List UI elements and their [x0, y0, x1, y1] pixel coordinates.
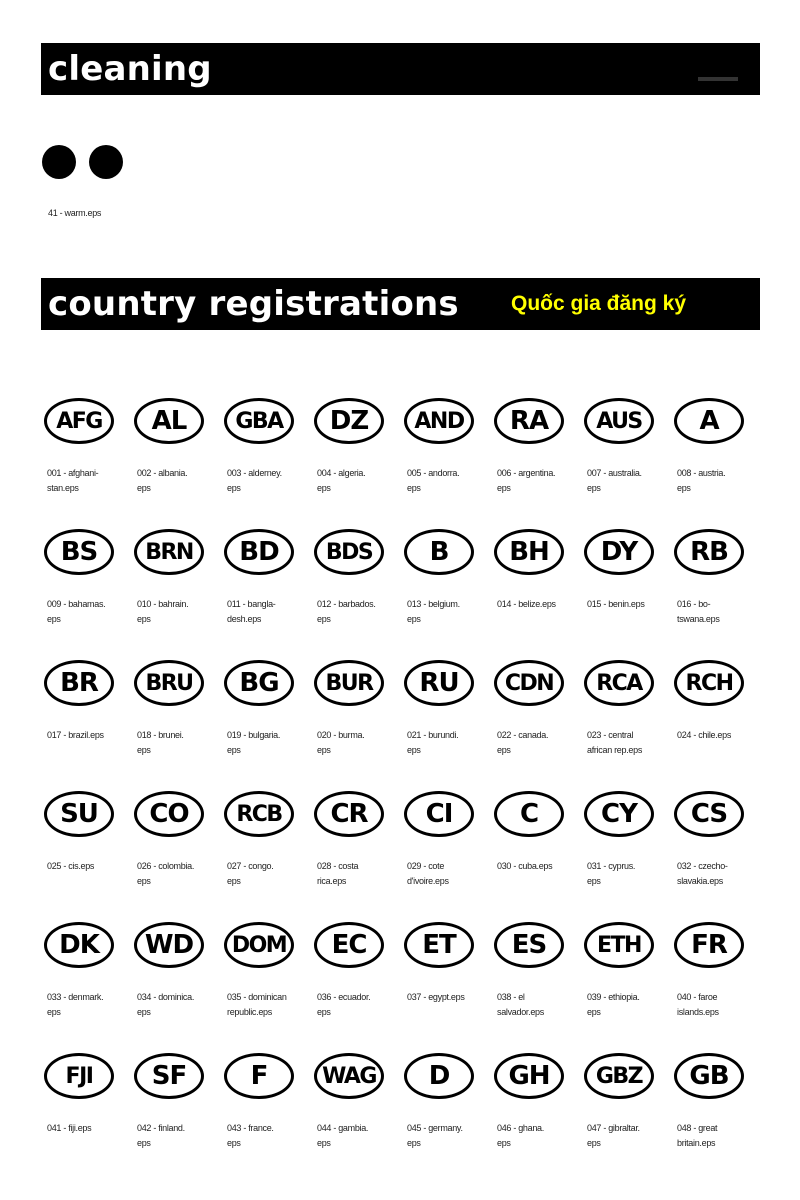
country-code-item [224, 1053, 297, 1184]
country-code-item [224, 791, 297, 922]
country-code-grid [44, 398, 747, 1184]
country-code-oval-icon: RA [494, 398, 564, 444]
country-code-caption: 022 - canada. eps [497, 730, 549, 755]
country-code-oval-icon: BS [44, 529, 114, 575]
country-code-caption: 043 - france. eps [227, 1123, 274, 1148]
country-code-oval-icon: RCH [674, 660, 744, 706]
country-code-item [224, 529, 297, 660]
country-code-item [494, 398, 567, 529]
warm-symbol [42, 145, 123, 179]
country-code-item [404, 922, 477, 1053]
country-code-item [44, 922, 117, 1053]
country-code-caption: 040 - faroe islands.eps [677, 992, 719, 1017]
country-code-item [584, 660, 657, 791]
country-code-caption: 038 - el salvador.eps [497, 992, 544, 1017]
country-code-item [404, 1053, 477, 1184]
country-code-item [134, 398, 207, 529]
country-code-oval-icon: AFG [44, 398, 114, 444]
country-code-item [674, 1053, 747, 1184]
country-code-item [494, 529, 567, 660]
country-code-item [224, 660, 297, 791]
country-code-item [44, 398, 117, 529]
country-code-caption: 013 - belgium. eps [407, 599, 460, 624]
country-code-caption: 028 - costa rica.eps [317, 861, 359, 886]
country-code-item [224, 398, 297, 529]
country-code-caption: 009 - bahamas. eps [47, 599, 106, 624]
country-code-item [584, 398, 657, 529]
country-code-oval-icon: AUS [584, 398, 654, 444]
country-code-item [314, 660, 387, 791]
country-code-oval-icon: ES [494, 922, 564, 968]
country-code-item [134, 791, 207, 922]
country-code-oval-icon: FR [674, 922, 744, 968]
country-code-caption: 047 - gibraltar. eps [587, 1123, 640, 1148]
country-code-oval-icon: GBA [224, 398, 294, 444]
country-code-caption: 034 - dominica. eps [137, 992, 195, 1017]
country-code-item [674, 922, 747, 1053]
country-code-oval-icon: DZ [314, 398, 384, 444]
country-code-oval-icon: BR [44, 660, 114, 706]
country-code-oval-icon: CDN [494, 660, 564, 706]
country-code-oval-icon: DY [584, 529, 654, 575]
country-code-oval-icon: RB [674, 529, 744, 575]
country-code-oval-icon: RCB [224, 791, 294, 837]
country-code-caption: 010 - bahrain. eps [137, 599, 189, 624]
country-code-item [584, 791, 657, 922]
country-code-item [674, 529, 747, 660]
country-code-oval-icon: WAG [314, 1053, 384, 1099]
country-code-caption: 008 - austria. eps [677, 468, 726, 493]
country-code-caption: 037 - egypt.eps [407, 992, 465, 1002]
country-code-oval-icon: AL [134, 398, 204, 444]
country-code-item [224, 922, 297, 1053]
country-code-item [674, 398, 747, 529]
country-code-caption: 026 - colombia. eps [137, 861, 195, 886]
country-code-oval-icon: BH [494, 529, 564, 575]
country-code-item [314, 1053, 387, 1184]
country-code-item [134, 529, 207, 660]
country-code-caption: 015 - benin.eps [587, 599, 645, 609]
country-code-caption: 023 - central african rep.eps [587, 730, 643, 755]
country-code-item [404, 791, 477, 922]
country-code-caption: 014 - belize.eps [497, 599, 556, 609]
country-code-item [494, 791, 567, 922]
country-code-caption: 025 - cis.eps [47, 861, 95, 871]
country-code-item [404, 529, 477, 660]
country-code-item [44, 660, 117, 791]
country-code-item [404, 398, 477, 529]
country-code-item [584, 529, 657, 660]
country-code-oval-icon: AND [404, 398, 474, 444]
country-code-item [494, 1053, 567, 1184]
country-code-item [44, 1053, 117, 1184]
country-code-oval-icon: BRN [134, 529, 204, 575]
country-code-caption: 016 - bo- tswana.eps [677, 599, 720, 624]
cleaning-title: cleaning [48, 49, 212, 89]
country-code-oval-icon: CY [584, 791, 654, 837]
warm-dot-icon [42, 145, 76, 179]
country-code-item [584, 922, 657, 1053]
country-code-oval-icon: BUR [314, 660, 384, 706]
scan-smudge [698, 75, 738, 83]
country-code-oval-icon: BG [224, 660, 294, 706]
country-code-caption: 035 - dominican republic.eps [227, 992, 287, 1017]
country-code-caption: 027 - congo. eps [227, 861, 274, 886]
country-code-oval-icon: GBZ [584, 1053, 654, 1099]
country-code-item [44, 791, 117, 922]
warm-dot-icon [89, 145, 123, 179]
country-code-caption: 012 - barbados. eps [317, 599, 376, 624]
country-code-item [134, 1053, 207, 1184]
country-code-item [134, 660, 207, 791]
country-code-item [314, 529, 387, 660]
country-code-caption: 031 - cyprus. eps [587, 861, 636, 886]
country-code-oval-icon: CR [314, 791, 384, 837]
country-code-caption: 020 - burma. eps [317, 730, 365, 755]
country-code-caption: 033 - denmark. eps [47, 992, 104, 1017]
country-code-item [314, 922, 387, 1053]
country-code-oval-icon: CO [134, 791, 204, 837]
warm-caption: 41 - warm.eps [48, 208, 102, 218]
cleaning-header-bar [41, 43, 760, 95]
country-code-caption: 024 - chile.eps [677, 730, 732, 740]
country-code-caption: 048 - great britain.eps [677, 1123, 718, 1148]
country-code-item [674, 791, 747, 922]
country-code-oval-icon: D [404, 1053, 474, 1099]
country-code-caption: 045 - germany. eps [407, 1123, 463, 1148]
country-code-oval-icon: GB [674, 1053, 744, 1099]
country-code-caption: 029 - cote d'ivoire.eps [407, 861, 449, 886]
country-code-oval-icon: CS [674, 791, 744, 837]
country-code-oval-icon: SF [134, 1053, 204, 1099]
country-code-oval-icon: DK [44, 922, 114, 968]
country-code-oval-icon: A [674, 398, 744, 444]
country-code-oval-icon: CI [404, 791, 474, 837]
country-code-oval-icon: ETH [584, 922, 654, 968]
country-code-item [404, 660, 477, 791]
country-code-item [44, 529, 117, 660]
country-code-caption: 001 - afghani- stan.eps [47, 468, 99, 493]
country-code-item [494, 660, 567, 791]
country-code-caption: 036 - ecuador. eps [317, 992, 371, 1017]
country-code-item [674, 660, 747, 791]
country-code-caption: 004 - algeria. eps [317, 468, 366, 493]
country-code-caption: 005 - andorra. eps [407, 468, 460, 493]
country-code-oval-icon: RCA [584, 660, 654, 706]
country-code-caption: 039 - ethiopia. eps [587, 992, 640, 1017]
country-code-caption: 006 - argentina. eps [497, 468, 556, 493]
country-code-oval-icon: F [224, 1053, 294, 1099]
country-code-oval-icon: EC [314, 922, 384, 968]
country-code-oval-icon: BD [224, 529, 294, 575]
country-code-oval-icon: B [404, 529, 474, 575]
country-code-caption: 017 - brazil.eps [47, 730, 104, 740]
country-code-caption: 032 - czecho- slavakia.eps [677, 861, 728, 886]
country-code-item [584, 1053, 657, 1184]
country-code-caption: 002 - albania. eps [137, 468, 188, 493]
country-code-caption: 019 - bulgaria. eps [227, 730, 281, 755]
country-code-oval-icon: RU [404, 660, 474, 706]
country-code-item [494, 922, 567, 1053]
country-code-oval-icon: BDS [314, 529, 384, 575]
country-code-caption: 046 - ghana. eps [497, 1123, 544, 1148]
country-code-item [134, 922, 207, 1053]
country-code-oval-icon: C [494, 791, 564, 837]
country-code-oval-icon: FJI [44, 1053, 114, 1099]
country-code-caption: 021 - burundi. eps [407, 730, 459, 755]
country-code-caption: 003 - alderney. eps [227, 468, 282, 493]
country-code-item [314, 398, 387, 529]
country-code-oval-icon: ET [404, 922, 474, 968]
country-header-bar [41, 278, 760, 330]
country-subtitle: Quốc gia đăng ký [511, 292, 687, 315]
country-title: country registrations [48, 284, 459, 324]
country-code-oval-icon: GH [494, 1053, 564, 1099]
country-code-caption: 018 - brunei. eps [137, 730, 184, 755]
country-code-caption: 011 - bangla- desh.eps [227, 599, 276, 624]
country-code-caption: 041 - fiji.eps [47, 1123, 92, 1133]
country-code-item [314, 791, 387, 922]
country-code-oval-icon: BRU [134, 660, 204, 706]
country-code-caption: 044 - gambia. eps [317, 1123, 369, 1148]
country-code-oval-icon: SU [44, 791, 114, 837]
country-code-oval-icon: WD [134, 922, 204, 968]
country-code-caption: 030 - cuba.eps [497, 861, 553, 871]
country-code-caption: 042 - finland. eps [137, 1123, 185, 1148]
country-code-caption: 007 - australia. eps [587, 468, 642, 493]
country-code-oval-icon: DOM [224, 922, 294, 968]
